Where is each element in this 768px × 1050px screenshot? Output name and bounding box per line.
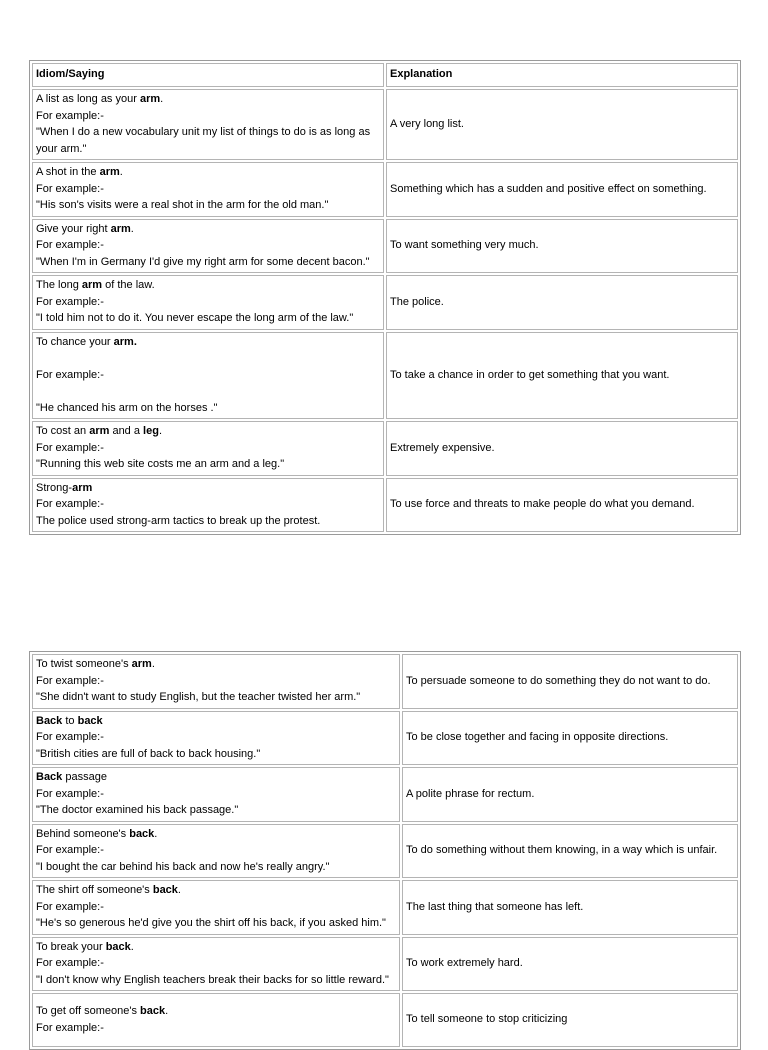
table-header-row xyxy=(32,63,738,87)
explanation-cell: A very long list. xyxy=(386,89,738,160)
table-row xyxy=(32,880,738,935)
example-label: For example:- xyxy=(36,1021,104,1034)
idiom-text: To get off someone's back. xyxy=(36,1005,169,1017)
example-label: For example:- xyxy=(36,441,104,454)
idiom-cell xyxy=(32,767,400,822)
idiom-cell xyxy=(32,824,400,879)
explanation-cell: A polite phrase for rectum. xyxy=(402,767,738,822)
example-text: "She didn't want to study English, but the teacher twisted her arm." xyxy=(36,691,361,703)
idiom-table-2 xyxy=(29,651,741,1050)
idiom-text: Give your right arm. xyxy=(36,222,134,235)
example-text: "His son's visits were a real shot in the arm for the old man." xyxy=(36,199,329,211)
table-row xyxy=(32,421,738,476)
idiom-text: Behind someone's back. xyxy=(36,827,158,840)
header-explanation: Explanation xyxy=(386,63,738,87)
explanation-cell: Something which has a sudden and positive effect on something. xyxy=(386,162,738,217)
idiom-text: The long arm of the law. xyxy=(36,279,155,291)
example-text: "British cities are full of back to back housing." xyxy=(36,747,261,760)
table-row xyxy=(32,219,738,274)
idiom-cell xyxy=(32,332,384,420)
idiom-text: Back passage xyxy=(36,771,107,783)
example-text: "I bought the car behind his back and now he's really angry." xyxy=(36,860,330,873)
example-text: "The doctor examined his back passage." xyxy=(36,804,239,816)
explanation-cell: To work extremely hard. xyxy=(402,937,738,992)
table-row xyxy=(32,654,738,709)
example-text: "He's so generous he'd give you the shirt off his back, if you asked him." xyxy=(36,917,386,929)
explanation-cell: To tell someone to stop criticizing xyxy=(402,993,738,1047)
table-row xyxy=(32,162,738,217)
idiom-table-1 xyxy=(29,60,741,535)
idiom-cell xyxy=(32,478,384,533)
example-text: "When I do a new vocabulary unit my list of things to do is as long as your arm." xyxy=(36,126,371,155)
example-label: For example:- xyxy=(36,787,104,800)
table-row xyxy=(32,478,738,533)
example-label: For example:- xyxy=(36,295,104,308)
example-label: For example:- xyxy=(36,109,104,122)
table-row xyxy=(32,275,738,330)
explanation-cell: To persuade someone to do something they do not want to do. xyxy=(402,654,738,709)
example-label: For example:- xyxy=(36,844,104,856)
idiom-cell xyxy=(32,993,400,1047)
idiom-cell xyxy=(32,219,384,274)
example-label: For example:- xyxy=(36,731,104,743)
idiom-text: To break your back. xyxy=(36,940,134,953)
idiom-cell xyxy=(32,880,400,935)
table-row xyxy=(32,937,738,992)
explanation-cell: To use force and threats to make people do what you demand. xyxy=(386,478,738,533)
example-label: For example:- xyxy=(36,182,104,195)
table-row xyxy=(32,89,738,160)
idiom-cell xyxy=(32,162,384,217)
idiom-text: To chance your arm. xyxy=(36,335,137,348)
explanation-cell: To take a chance in order to get something that you want. xyxy=(386,332,738,420)
header-idiom: Idiom/Saying xyxy=(32,63,384,87)
example-text: The police used strong-arm tactics to break up the protest. xyxy=(36,514,321,527)
example-label: For example:- xyxy=(36,674,104,687)
example-label: For example:- xyxy=(36,239,104,251)
explanation-cell: To do something without them knowing, in a way which is unfair. xyxy=(402,824,738,879)
explanation-cell: To be close together and facing in opposite directions. xyxy=(402,711,738,766)
idiom-cell xyxy=(32,421,384,476)
example-label: For example:- xyxy=(36,498,104,510)
explanation-cell: Extremely expensive. xyxy=(386,421,738,476)
idiom-text: The shirt off someone's back. xyxy=(36,884,181,896)
idiom-text: To twist someone's arm. xyxy=(36,658,155,670)
example-text: "When I'm in Germany I'd give my right arm for some decent bacon." xyxy=(36,255,370,268)
idiom-cell xyxy=(32,937,400,992)
example-label: For example:- xyxy=(36,900,104,913)
example-text: "He chanced his arm on the horses ." xyxy=(36,401,218,414)
idiom-text: To cost an arm and a leg. xyxy=(36,425,162,437)
explanation-cell: The police. xyxy=(386,275,738,330)
table-row xyxy=(32,767,738,822)
explanation-cell: The last thing that someone has left. xyxy=(402,880,738,935)
example-label: For example:- xyxy=(36,368,104,381)
idiom-cell xyxy=(32,275,384,330)
idiom-text: Back to back xyxy=(36,714,103,727)
table-row xyxy=(32,993,738,1047)
example-text: "Running this web site costs me an arm and a leg." xyxy=(36,458,285,470)
table-row xyxy=(32,332,738,420)
idiom-text: A shot in the arm. xyxy=(36,166,123,178)
idiom-text: A list as long as your arm. xyxy=(36,93,164,105)
example-text: "I don't know why English teachers break their backs for so little reward." xyxy=(36,973,389,986)
example-label: For example:- xyxy=(36,957,104,969)
explanation-cell: To want something very much. xyxy=(386,219,738,274)
idiom-cell xyxy=(32,711,400,766)
idiom-cell xyxy=(32,654,400,709)
idiom-cell xyxy=(32,89,384,160)
example-text: "I told him not to do it. You never escape the long arm of the law." xyxy=(36,312,354,324)
idiom-text: Strong-arm xyxy=(36,481,93,494)
table-row xyxy=(32,711,738,766)
table-row xyxy=(32,824,738,879)
